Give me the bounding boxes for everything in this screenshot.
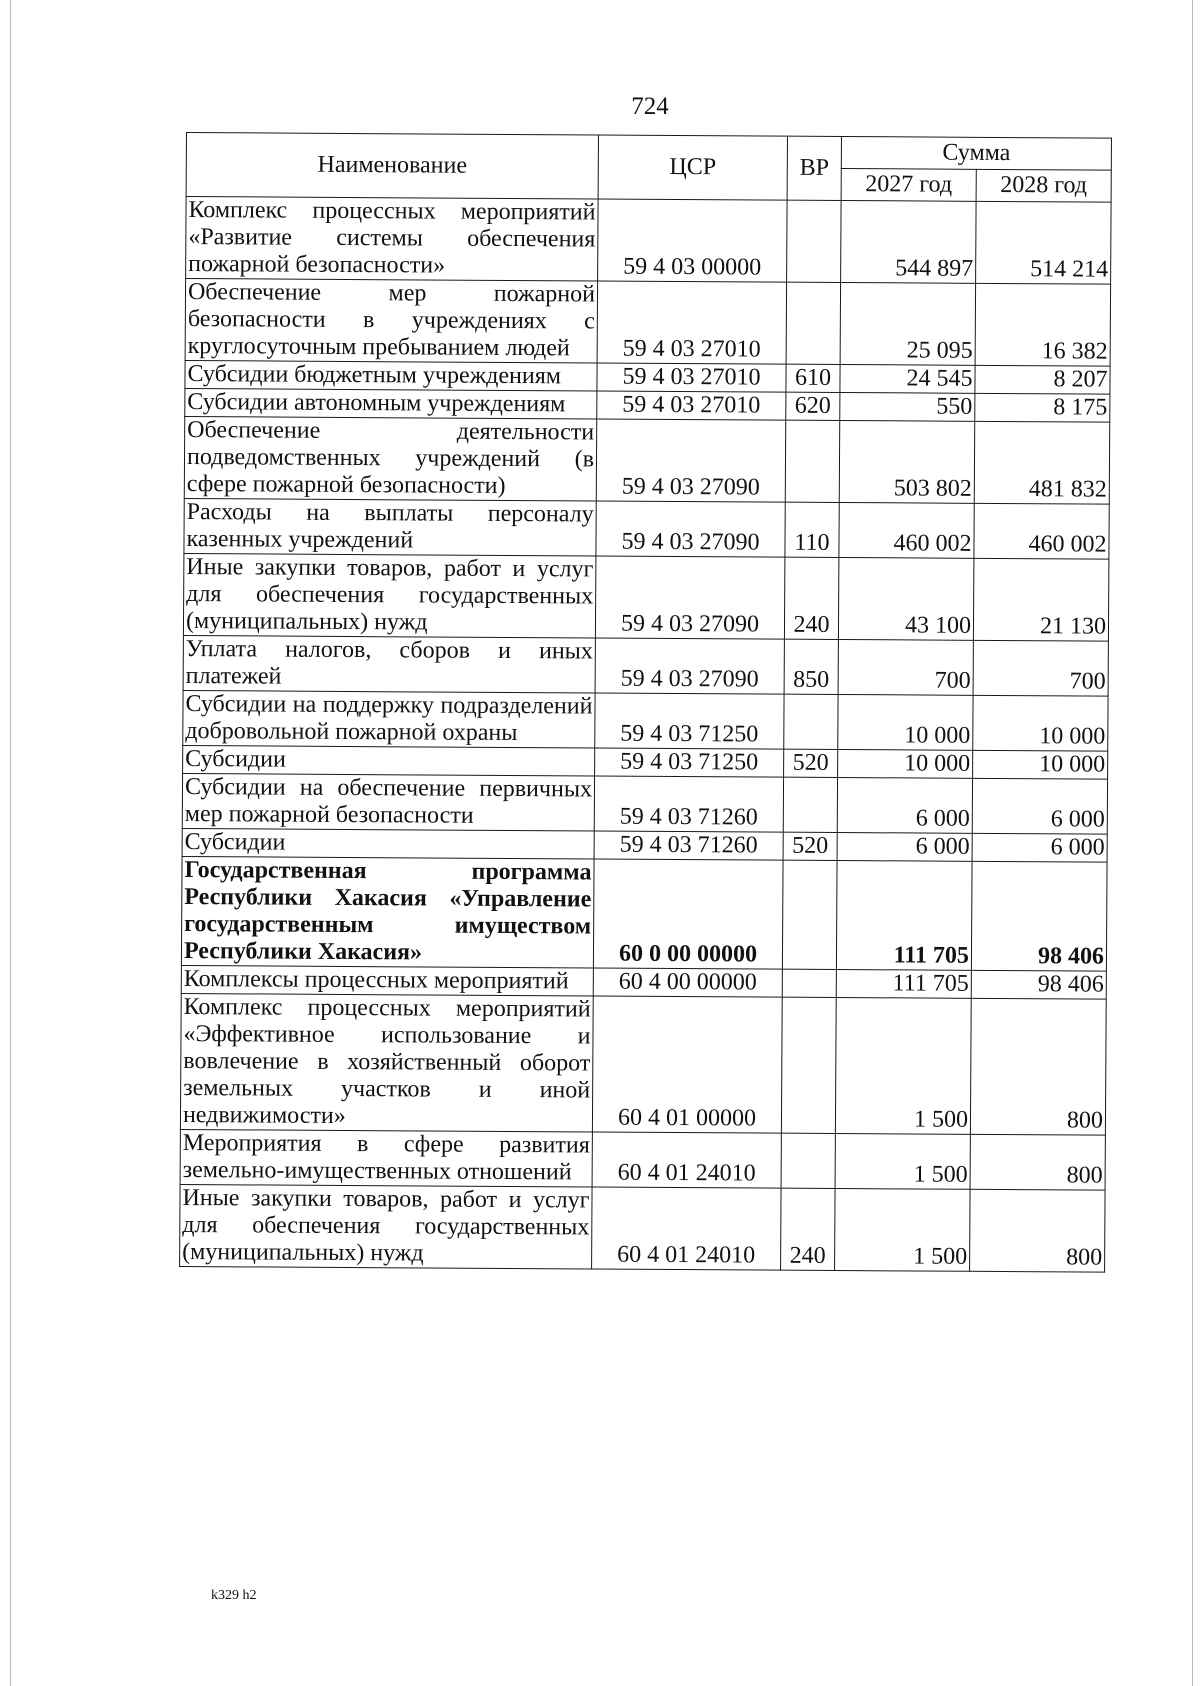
footer-code: k329 h2 (211, 1588, 257, 1603)
table-row (186, 197, 1111, 285)
header-row-1 (186, 133, 1111, 171)
budget-table (179, 132, 1112, 1273)
row-sum-2028: 6 000 (972, 833, 1107, 862)
row-csr: 59 4 03 27090 (595, 556, 784, 639)
row-vr: 240 (781, 1188, 835, 1270)
row-vr: 850 (784, 639, 838, 694)
row-sum-2027: 1 500 (835, 1133, 970, 1189)
row-sum-2028: 6 000 (972, 778, 1107, 834)
row-name: Расходы на выплаты персоналу казенных учреждений (184, 498, 596, 556)
row-name: Иные закупки товаров, работ и услуг для обеспечения государственных (муниципальных) нужд (183, 553, 595, 638)
row-sum-2028: 98 406 (971, 970, 1106, 999)
row-sum-2028: 10 000 (973, 695, 1108, 751)
row-vr (782, 969, 836, 997)
row-name: Субсидии (183, 745, 595, 776)
row-vr (783, 777, 837, 832)
row-sum-2027: 503 802 (839, 420, 974, 503)
row-vr (786, 282, 840, 364)
row-sum-2027: 24 545 (840, 364, 975, 393)
header-year-2027: 2027 год (841, 169, 976, 202)
row-csr: 59 4 03 27010 (597, 363, 786, 392)
row-vr (784, 694, 838, 749)
row-csr: 59 4 03 71260 (594, 831, 783, 860)
table-row (183, 553, 1108, 641)
row-name: Субсидии на поддержку подразделений добровольной пожарной охраны (183, 690, 595, 748)
header-csr: ЦСР (598, 135, 787, 200)
row-sum-2028: 16 382 (975, 283, 1110, 366)
row-sum-2027: 1 500 (835, 1188, 970, 1271)
right-margin-line (1192, 0, 1193, 1686)
row-name: Государственная программа Республики Хакасия «Управление государственным имуществом Республики Хакасия» (181, 856, 594, 968)
table-row (180, 993, 1106, 1135)
row-csr: 59 4 03 71250 (595, 748, 784, 777)
row-sum-2027: 111 705 (836, 969, 971, 998)
row-name: Мероприятия в сфере развития земельно-имущественных отношений (180, 1129, 592, 1187)
page-number: 724 (631, 93, 669, 120)
row-csr: 59 4 03 00000 (598, 199, 787, 282)
row-sum-2027: 25 095 (840, 283, 975, 366)
row-csr: 59 4 03 71250 (595, 693, 784, 749)
table-body (180, 197, 1112, 1273)
row-vr: 110 (785, 502, 839, 557)
row-sum-2028: 481 832 (974, 421, 1109, 504)
row-sum-2027: 700 (838, 639, 973, 695)
row-csr: 60 4 01 24010 (592, 1187, 781, 1270)
row-csr: 60 4 00 00000 (593, 968, 782, 997)
row-vr (781, 997, 836, 1133)
row-name: Комплекс процессных мероприятий «Эффективное использование и вовлечение в хозяйственный оборот земельных участков и иной недвижимости» (180, 993, 593, 1132)
header-sum: Сумма (841, 137, 1111, 171)
row-sum-2027: 550 (840, 392, 975, 421)
row-sum-2028: 98 406 (971, 861, 1107, 971)
row-csr: 59 4 03 27090 (595, 638, 784, 694)
table-row (180, 1184, 1105, 1272)
row-csr: 59 4 03 27010 (597, 281, 786, 364)
left-margin-line (10, 0, 11, 1686)
table-row (182, 773, 1107, 834)
table-row (181, 856, 1107, 971)
row-vr: 240 (784, 557, 838, 639)
row-sum-2027: 1 500 (835, 997, 971, 1134)
row-vr: 520 (784, 749, 838, 777)
row-sum-2028: 800 (970, 1189, 1105, 1272)
table-row (185, 279, 1110, 367)
row-sum-2027: 6 000 (837, 832, 972, 861)
row-sum-2028: 800 (970, 1134, 1105, 1190)
row-sum-2028: 460 002 (974, 503, 1109, 559)
row-name: Обеспечение мер пожарной безопасности в учреждениях с круглосуточным пребыванием людей (185, 279, 597, 364)
row-sum-2027: 460 002 (839, 502, 974, 558)
row-sum-2027: 10 000 (838, 749, 973, 778)
row-csr: 59 4 03 27010 (597, 391, 786, 420)
row-name: Субсидии на обеспечение первичных мер пожарной безопасности (182, 773, 594, 831)
row-sum-2027: 111 705 (836, 860, 972, 970)
row-sum-2028: 10 000 (973, 750, 1108, 779)
row-sum-2028: 8 207 (975, 365, 1110, 394)
row-sum-2027: 43 100 (838, 557, 973, 640)
table-row (183, 635, 1108, 696)
row-name: Уплата налогов, сборов и иных платежей (183, 635, 595, 693)
row-name: Субсидии бюджетным учреждениям (185, 360, 597, 391)
row-csr: 60 4 01 00000 (592, 996, 782, 1133)
row-sum-2028: 800 (970, 998, 1106, 1135)
row-name: Комплексы процессных мероприятий (181, 965, 593, 996)
row-name: Субсидии автономным учреждениям (185, 388, 597, 419)
row-vr (781, 1133, 835, 1188)
header-vr: ВР (787, 136, 841, 200)
row-sum-2028: 700 (973, 640, 1108, 696)
row-sum-2028: 8 175 (975, 393, 1110, 422)
row-vr: 520 (783, 832, 837, 860)
row-sum-2027: 10 000 (838, 694, 973, 750)
row-vr (782, 860, 837, 969)
row-vr (785, 420, 839, 502)
row-sum-2028: 21 130 (973, 558, 1108, 641)
row-vr (787, 200, 841, 282)
row-name: Комплекс процессных мероприятий «Развитие системы обеспечения пожарной безопасности» (186, 197, 598, 282)
row-csr: 59 4 03 71260 (594, 776, 783, 832)
row-name: Субсидии (182, 828, 594, 859)
table-row (184, 416, 1109, 504)
row-vr: 620 (786, 392, 840, 420)
table-row (180, 1129, 1105, 1190)
row-name: Обеспечение деятельности подведомственных учреждений (в сфере пожарной безопасности) (184, 416, 596, 501)
row-csr: 59 4 03 27090 (596, 501, 785, 557)
row-sum-2027: 6 000 (837, 777, 972, 833)
header-name: Наименование (186, 133, 598, 200)
row-sum-2028: 514 214 (976, 201, 1111, 284)
header-year-2028: 2028 год (976, 169, 1111, 202)
row-csr: 59 4 03 27090 (596, 419, 785, 502)
table-row (184, 498, 1109, 559)
row-name: Иные закупки товаров, работ и услуг для обеспечения государственных (муниципальных) нужд (180, 1184, 592, 1269)
row-csr: 60 0 00 00000 (593, 859, 783, 969)
row-sum-2027: 544 897 (841, 201, 976, 284)
table-row (183, 690, 1108, 751)
row-vr: 610 (786, 364, 840, 392)
row-csr: 60 4 01 24010 (592, 1132, 781, 1188)
